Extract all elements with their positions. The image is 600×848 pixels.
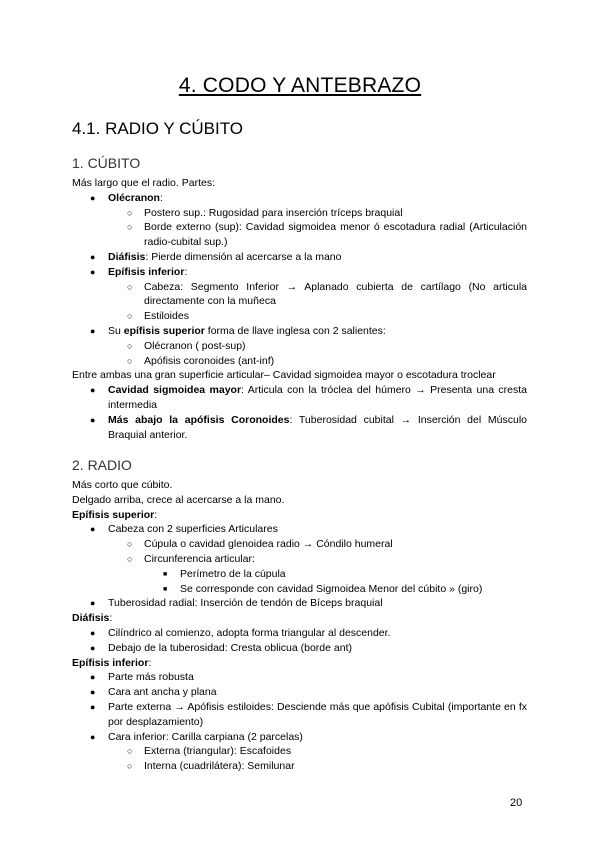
circle-bullet-icon: ○: [127, 207, 133, 218]
square-bullet-icon: ■: [163, 570, 168, 578]
list-item: ■ Perímetro de la cúpula: [72, 567, 527, 582]
list-item: ○ Borde externo (sup): Cavidad sigmoidea menor ó escotadura radial (Articulación radio-cubital sup.): [127, 221, 527, 249]
list-item: ○ Estiloides: [127, 310, 189, 323]
radio-diafisis-label: Diáfisis:: [72, 612, 113, 625]
radio-heading: 2. RADIO: [72, 457, 132, 473]
circle-bullet-icon: ○: [127, 340, 133, 351]
circle-bullet-icon: ○: [127, 553, 133, 564]
list-item: ● Cara inferior: Carilla carpiana (2 parcelas): [90, 730, 303, 743]
radio-epifisis-inferior-label: Epífisis inferior:: [72, 656, 152, 669]
list-item: ○ Cabeza: Segmento Inferior → Aplanado cubierta de cartílago (No articula directamente con la muñeca: [127, 280, 527, 308]
circle-bullet-icon: ○: [127, 761, 133, 772]
chapter-title: 4. CODO Y ANTEBRAZO: [178, 74, 422, 97]
bullet-icon: ●: [90, 731, 96, 742]
square-bullet-icon: ■: [163, 585, 168, 593]
radio-intro-1: Más corto que cúbito.: [72, 479, 173, 491]
list-item: ○ Circunferencia articular:: [127, 552, 255, 565]
list-item: ○ Cúpula o cavidad glenoidea radio → Cóndilo humeral: [127, 538, 393, 551]
cubito-entre: Entre ambas una gran superficie articular– Cavidad sigmoidea mayor o escotadura troclear: [72, 369, 496, 382]
bullet-icon: ●: [90, 672, 96, 683]
list-item: ○ Externa (triangular): Escafoides: [127, 745, 292, 758]
list-item: ○ Postero sup.: Rugosidad para inserción tríceps braquial: [127, 206, 403, 219]
list-item: ● Epífisis inferior:: [90, 265, 188, 278]
list-item: ● Diáfisis: Pierde dimensión al acercarse a la mano: [90, 250, 342, 263]
bullet-icon: ●: [90, 701, 96, 712]
bullet-icon: ●: [90, 325, 96, 336]
bullet-icon: ●: [90, 266, 96, 277]
list-item: ● Cara ant ancha y plana: [90, 686, 217, 699]
circle-bullet-icon: ○: [127, 281, 133, 292]
bullet-icon: ●: [90, 385, 96, 396]
bullet-icon: ●: [90, 251, 96, 262]
list-item: ○ Olécranon ( post-sup): [127, 339, 246, 352]
bullet-icon: ●: [90, 414, 96, 425]
list-item: ■ Se corresponde con cavidad Sigmoidea Menor del cúbito » (giro): [72, 582, 527, 597]
list-item: ● Cavidad sigmoidea mayor: Articula con la tróclea del húmero → Presenta una cresta intermedia: [90, 384, 527, 411]
cubito-intro: Más largo que el radio. Partes:: [72, 177, 215, 189]
cubito-content: [72, 176, 527, 442]
list-item: ● Debajo de la tuberosidad: Cresta oblicua (borde ant): [90, 641, 352, 654]
section-title: 4.1. RADIO Y CÚBITO: [72, 119, 244, 138]
bullet-icon: ●: [90, 627, 96, 638]
bullet-icon: ●: [90, 524, 96, 535]
page-number: 20: [510, 797, 523, 809]
list-item: ● Tuberosidad radial: Inserción de tendón de Bíceps braquial: [90, 597, 383, 610]
list-item: ○ Apófisis coronoides (ant-inf): [127, 354, 275, 367]
circle-bullet-icon: ○: [127, 311, 133, 322]
list-item: ● Parte externa → Apófisis estiloides: Desciende más que apófisis Cubital (importante en fx por desplazamiento): [90, 700, 527, 728]
bullet-icon: ●: [90, 598, 96, 609]
list-item: ● Cabeza con 2 superficies Articulares: [90, 523, 278, 536]
list-item: ● Cilíndrico al comienzo, adopta forma triangular al descender.: [90, 626, 391, 639]
radio-intro-2: Delgado arriba, crece al acercarse a la mano.: [72, 493, 285, 506]
radio-epifisis-superior-label: Epífisis superior:: [72, 508, 158, 521]
circle-bullet-icon: ○: [127, 355, 133, 366]
circle-bullet-icon: ○: [127, 746, 133, 757]
cubito-heading: 1. CÚBITO: [72, 155, 141, 171]
circle-bullet-icon: ○: [127, 539, 133, 550]
list-item: ● Olécranon:: [90, 191, 163, 204]
bullet-icon: ●: [90, 192, 96, 203]
bullet-icon: ●: [90, 642, 96, 653]
list-item: ● Su epífisis superior forma de llave inglesa con 2 salientes:: [90, 324, 386, 337]
list-item: ● Más abajo la apófisis Coronoides: Tuberosidad cubital → Inserción del Músculo Braquial anterior.: [90, 413, 528, 441]
list-item: ● Parte más robusta: [90, 671, 194, 684]
radio-content: [72, 478, 527, 774]
list-item: ○ Interna (cuadrilátera): Semilunar: [127, 760, 295, 773]
circle-bullet-icon: ○: [127, 222, 133, 233]
bullet-icon: ●: [90, 687, 96, 698]
